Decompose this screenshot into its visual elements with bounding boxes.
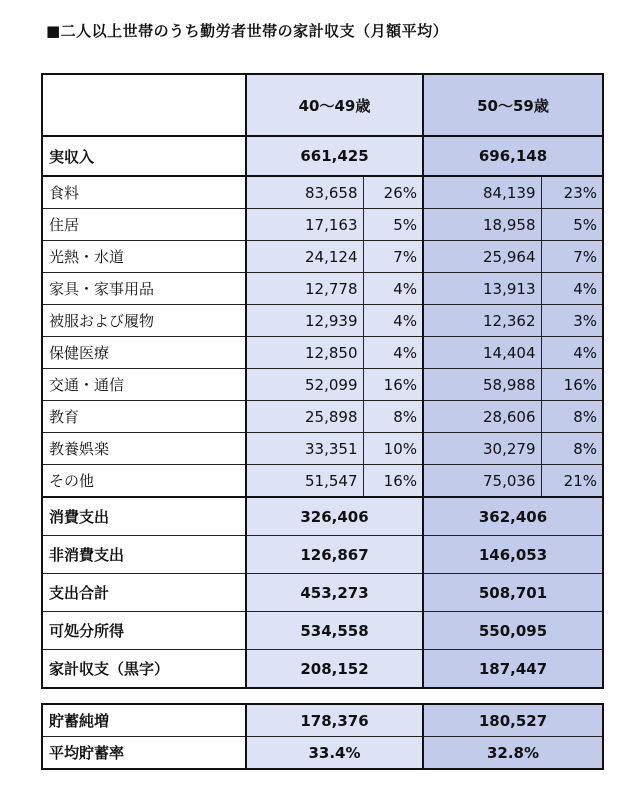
expense-row <box>42 241 603 273</box>
expense-label: その他 <box>42 465 246 498</box>
expense-row <box>42 401 603 433</box>
summary-row <box>42 650 603 689</box>
expense-pct-40s: 26% <box>363 176 423 209</box>
household-budget-table <box>41 73 604 689</box>
expense-pct-40s: 16% <box>363 369 423 401</box>
expense-value-50s: 14,404 <box>423 337 541 369</box>
savings-row <box>42 704 603 737</box>
expense-pct-40s: 4% <box>363 337 423 369</box>
summary-label: 家計収支（黒字） <box>42 650 246 689</box>
expense-row <box>42 273 603 305</box>
header-age-50s: 50～59歳 <box>423 74 603 136</box>
summary-value-50s: 146,053 <box>423 536 603 574</box>
savings-row <box>42 737 603 770</box>
expense-value-50s: 75,036 <box>423 465 541 498</box>
expense-row <box>42 337 603 369</box>
expense-row <box>42 369 603 401</box>
expense-label: 住居 <box>42 209 246 241</box>
expense-pct-50s: 21% <box>541 465 603 498</box>
expense-pct-40s: 16% <box>363 465 423 498</box>
savings-label: 貯蓄純増 <box>42 704 246 737</box>
expense-value-40s: 52,099 <box>246 369 363 401</box>
income-value-40s: 661,425 <box>246 136 423 176</box>
expense-value-50s: 84,139 <box>423 176 541 209</box>
income-label: 実収入 <box>42 136 246 176</box>
savings-value-50s: 180,527 <box>423 704 603 737</box>
expense-value-40s: 25,898 <box>246 401 363 433</box>
expense-label: 光熱・水道 <box>42 241 246 273</box>
expense-row <box>42 209 603 241</box>
expense-value-40s: 12,939 <box>246 305 363 337</box>
expense-pct-40s: 4% <box>363 305 423 337</box>
expense-pct-40s: 4% <box>363 273 423 305</box>
summary-value-40s: 208,152 <box>246 650 423 689</box>
expense-pct-50s: 4% <box>541 273 603 305</box>
summary-value-40s: 126,867 <box>246 536 423 574</box>
expense-pct-50s: 3% <box>541 305 603 337</box>
expense-value-40s: 51,547 <box>246 465 363 498</box>
expense-value-50s: 28,606 <box>423 401 541 433</box>
expense-label: 教育 <box>42 401 246 433</box>
expense-label: 被服および履物 <box>42 305 246 337</box>
summary-row <box>42 574 603 612</box>
header-blank-cell <box>42 74 246 136</box>
summary-value-40s: 326,406 <box>246 497 423 536</box>
summary-row <box>42 497 603 536</box>
summary-value-40s: 453,273 <box>246 574 423 612</box>
income-value-50s: 696,148 <box>423 136 603 176</box>
expense-value-50s: 30,279 <box>423 433 541 465</box>
expense-value-40s: 83,658 <box>246 176 363 209</box>
savings-label: 平均貯蓄率 <box>42 737 246 770</box>
expense-value-40s: 17,163 <box>246 209 363 241</box>
expense-label: 食料 <box>42 176 246 209</box>
expense-value-50s: 12,362 <box>423 305 541 337</box>
summary-label: 支出合計 <box>42 574 246 612</box>
expense-value-50s: 18,958 <box>423 209 541 241</box>
summary-value-50s: 508,701 <box>423 574 603 612</box>
header-age-40s: 40～49歳 <box>246 74 423 136</box>
summary-row <box>42 612 603 650</box>
savings-value-50s: 32.8% <box>423 737 603 770</box>
expense-row <box>42 176 603 209</box>
expense-label: 保健医療 <box>42 337 246 369</box>
expense-pct-40s: 5% <box>363 209 423 241</box>
header-row <box>42 74 603 136</box>
summary-value-40s: 534,558 <box>246 612 423 650</box>
expense-pct-40s: 10% <box>363 433 423 465</box>
summary-value-50s: 187,447 <box>423 650 603 689</box>
income-row <box>42 136 603 176</box>
expense-value-50s: 25,964 <box>423 241 541 273</box>
expense-label: 家具・家事用品 <box>42 273 246 305</box>
expense-pct-40s: 8% <box>363 401 423 433</box>
expense-row <box>42 433 603 465</box>
expense-pct-50s: 23% <box>541 176 603 209</box>
expense-value-40s: 33,351 <box>246 433 363 465</box>
expense-pct-50s: 7% <box>541 241 603 273</box>
savings-value-40s: 33.4% <box>246 737 423 770</box>
expense-value-50s: 13,913 <box>423 273 541 305</box>
expense-pct-50s: 8% <box>541 433 603 465</box>
expense-value-40s: 12,850 <box>246 337 363 369</box>
summary-value-50s: 362,406 <box>423 497 603 536</box>
expense-value-40s: 12,778 <box>246 273 363 305</box>
page-title: ■二人以上世帯のうち勤労者世帯の家計収支（月額平均） <box>46 22 449 40</box>
summary-label: 消費支出 <box>42 497 246 536</box>
expense-pct-50s: 16% <box>541 369 603 401</box>
expense-value-40s: 24,124 <box>246 241 363 273</box>
savings-table <box>41 703 604 770</box>
expense-row <box>42 465 603 498</box>
summary-row <box>42 536 603 574</box>
expense-pct-40s: 7% <box>363 241 423 273</box>
savings-value-40s: 178,376 <box>246 704 423 737</box>
summary-label: 可処分所得 <box>42 612 246 650</box>
expense-label: 交通・通信 <box>42 369 246 401</box>
expense-label: 教養娯楽 <box>42 433 246 465</box>
expense-value-50s: 58,988 <box>423 369 541 401</box>
expense-pct-50s: 4% <box>541 337 603 369</box>
summary-value-50s: 550,095 <box>423 612 603 650</box>
expense-pct-50s: 8% <box>541 401 603 433</box>
expense-pct-50s: 5% <box>541 209 603 241</box>
summary-label: 非消費支出 <box>42 536 246 574</box>
expense-row <box>42 305 603 337</box>
